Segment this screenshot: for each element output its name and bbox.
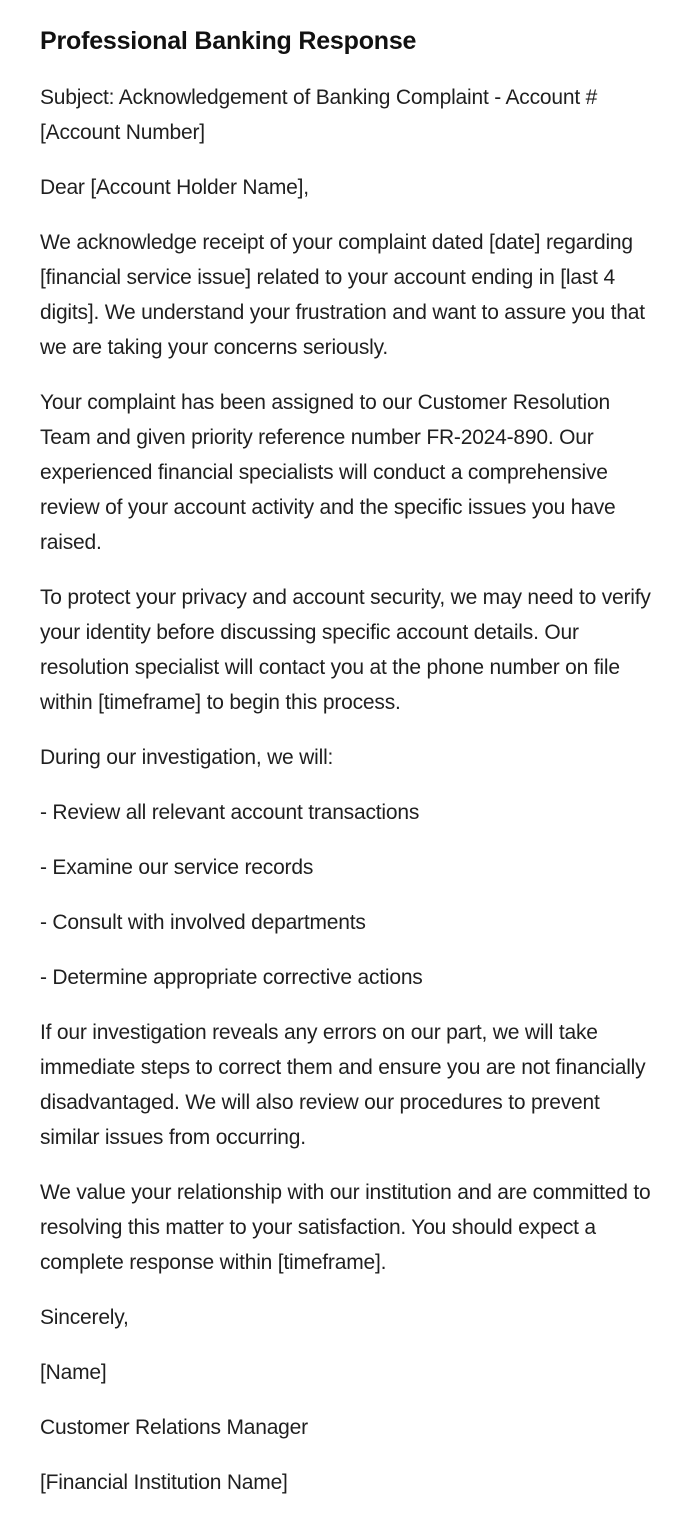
page-title: Professional Banking Response: [40, 27, 417, 55]
list-item: - Consult with involved departments: [40, 911, 366, 934]
body-paragraph: We value your relationship with our institution and are committed to resolving this matter to your satisfaction. You should expect a complete response within [timeframe].: [40, 1181, 651, 1274]
body-paragraph: If our investigation reveals any errors on our part, we will take immediate steps to correct them and ensure you are not financially disadvantaged. We will also review our procedures to prevent similar issues from occurring.: [40, 1021, 646, 1149]
signature-organization: [Financial Institution Name]: [40, 1471, 288, 1494]
list-item: - Examine our service records: [40, 856, 314, 879]
body-paragraph: We acknowledge receipt of your complaint dated [date] regarding [financial service issue] related to your account ending in [last 4 digits]. We understand your frustration and want to assure you that we are taking your concerns seriously.: [40, 231, 645, 359]
signature-title: Customer Relations Manager: [40, 1416, 308, 1439]
list-intro: During our investigation, we will:: [40, 746, 334, 769]
signoff: Sincerely,: [40, 1306, 129, 1329]
body-paragraph: Your complaint has been assigned to our Customer Resolution Team and given priority reference number FR-2024-890. Our experienced financial specialists will conduct a comprehensive review of your account activity and the specific issues you have raised.: [40, 391, 616, 554]
subject-line: Subject: Acknowledgement of Banking Complaint - Account #[Account Number]: [40, 86, 598, 144]
list-item: - Determine appropriate corrective actions: [40, 966, 423, 989]
list-item: - Review all relevant account transactions: [40, 801, 420, 824]
salutation: Dear [Account Holder Name],: [40, 176, 309, 199]
signature-name: [Name]: [40, 1361, 107, 1384]
body-paragraph: To protect your privacy and account security, we may need to verify your identity before discussing specific account details. Our resolution specialist will contact you at the phone number on file within [timeframe] to begin this process.: [40, 586, 651, 714]
